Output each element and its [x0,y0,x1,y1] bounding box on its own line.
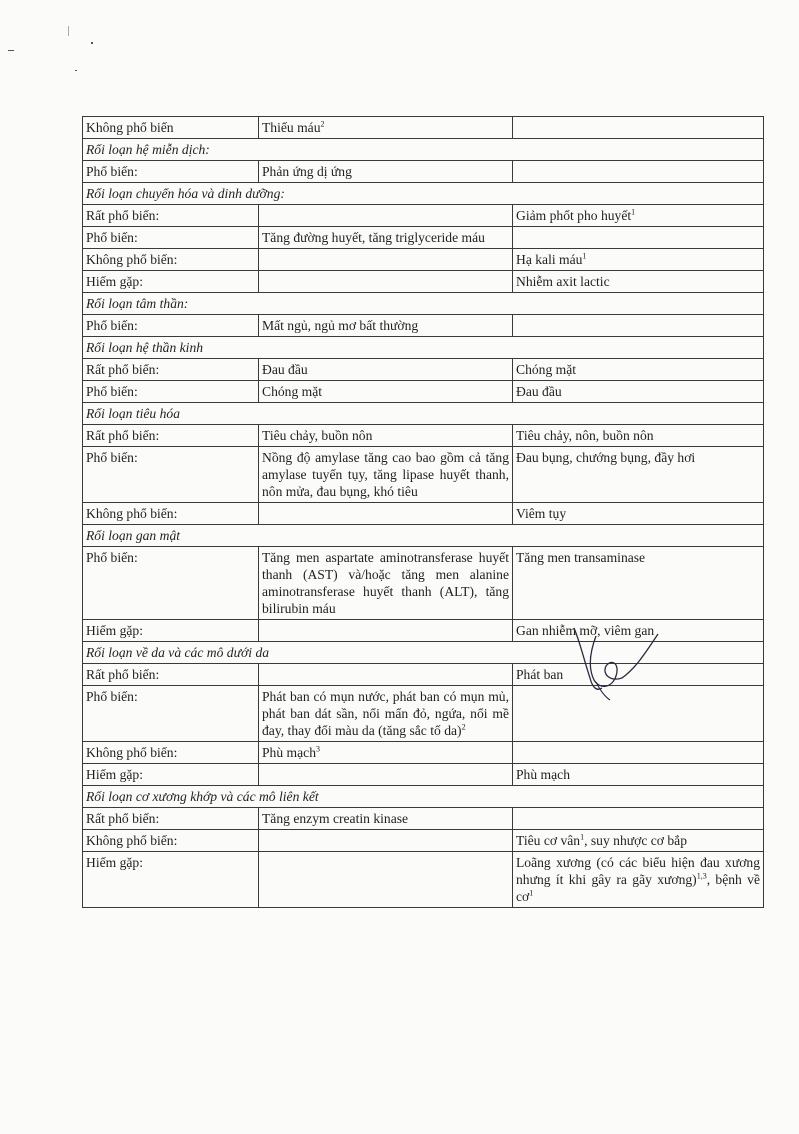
reaction-cell-col3 [513,271,764,293]
category-title: Rối loạn cơ xương khớp và các mô liên kết [86,789,319,804]
cell-text-tail: , suy nhược cơ bắp [584,833,688,848]
cell-text: Phù mạch [516,767,570,782]
category-row [83,293,764,315]
category-row [83,183,764,205]
reaction-cell-col2 [259,686,513,742]
scan-mark [8,50,14,51]
reaction-cell-col2 [259,830,513,852]
cell-text: Phát ban [516,667,564,682]
cell-text: Tiêu cơ vân [516,833,581,848]
scan-mark [91,42,93,44]
category-row [83,337,764,359]
frequency-label: Không phổ biến: [86,252,178,267]
reaction-cell-col2 [259,852,513,908]
frequency-cell [83,742,259,764]
reaction-cell-col2 [259,249,513,271]
reaction-cell-col3 [513,764,764,786]
category-title: Rối loạn hệ thần kinh [86,340,204,355]
category-row [83,139,764,161]
cell-text: Thiếu máu [262,120,321,135]
reaction-cell-col2 [259,117,513,139]
superscript-ref: 2 [320,119,325,129]
scan-mark [75,70,77,71]
reaction-cell-col2 [259,227,513,249]
cell-text: Đau bụng, chướng bụng, đầy hơi [516,450,696,465]
category-title: Rối loạn tâm thần: [86,296,189,311]
table-row [83,764,764,786]
reaction-cell-col3 [513,315,764,337]
superscript-ref: 1 [631,207,636,217]
table-row [83,830,764,852]
scan-mark [68,26,69,36]
table-row [83,381,764,403]
cell-text: Loãng xương (có các biểu hiện đau xương nhưng ít khi gây ra gãy xương) [516,855,760,887]
frequency-label: Hiếm gặp: [86,274,144,289]
reaction-cell-col3 [513,359,764,381]
reaction-cell-col3 [513,161,764,183]
reaction-cell-col2 [259,315,513,337]
category-row [83,786,764,808]
table-row [83,315,764,337]
frequency-cell [83,808,259,830]
table-row [83,852,764,908]
cell-text: Đau đầu [262,362,308,377]
reaction-cell-col3 [513,249,764,271]
superscript-ref: 1,3 [696,871,707,881]
table-row [83,447,764,503]
frequency-label: Phổ biến: [86,384,138,399]
frequency-cell [83,686,259,742]
superscript-ref: 1 [582,251,587,261]
frequency-cell [83,161,259,183]
cell-text: Tiêu chảy, nôn, buồn nôn [516,428,654,443]
category-cell [83,139,764,161]
table-body [83,117,764,908]
frequency-label: Không phổ biến: [86,833,178,848]
reaction-cell-col3 [513,547,764,620]
frequency-label: Phổ biến: [86,318,138,333]
category-title: Rối loạn tiêu hóa [86,406,181,421]
category-title: Rối loạn hệ miễn dịch: [86,142,210,157]
category-cell [83,183,764,205]
frequency-cell [83,227,259,249]
category-title: Rối loạn về da và các mô dưới da [86,645,270,660]
frequency-cell [83,447,259,503]
cell-text: Tăng enzym creatin kinase [262,811,409,826]
category-cell [83,403,764,425]
frequency-cell [83,271,259,293]
reaction-cell-col2 [259,764,513,786]
frequency-label: Phổ biến: [86,689,138,704]
table-row [83,359,764,381]
reaction-cell-col2 [259,447,513,503]
frequency-cell [83,503,259,525]
cell-text: Hạ kali máu [516,252,583,267]
frequency-cell [83,249,259,271]
frequency-cell [83,852,259,908]
frequency-label: Không phổ biến: [86,745,178,760]
reaction-cell-col3 [513,852,764,908]
table-row [83,503,764,525]
cell-text: Tăng đường huyết, tăng triglyceride máu [262,230,485,245]
category-title: Rối loạn chuyển hóa và dinh dưỡng: [86,186,285,201]
table-row [83,271,764,293]
reaction-cell-col3 [513,425,764,447]
reaction-cell-col3 [513,447,764,503]
frequency-label: Phổ biến: [86,230,138,245]
reaction-cell-col2 [259,205,513,227]
frequency-label: Hiếm gặp: [86,623,144,638]
adverse-reactions-table [82,116,764,908]
table-row [83,205,764,227]
frequency-label: Không phổ biến: [86,506,178,521]
cell-text: Tăng men aspartate aminotransferase huyết thanh (AST) và/hoặc tăng men alanine aminotransferase huyết thanh (ALT), tăng bilirubin máu [262,550,509,616]
cell-text: Phát ban có mụn nước, phát ban có mụn mủ, phát ban dát sần, nổi mẩn đỏ, ngứa, nổi mề đay, thay đổi màu da (tăng sắc tố da) [262,689,509,738]
table-row [83,117,764,139]
reaction-cell-col2 [259,381,513,403]
reaction-cell-col2 [259,664,513,686]
reaction-cell-col2 [259,808,513,830]
superscript-ref: 1 [529,888,534,898]
frequency-cell [83,117,259,139]
table-row [83,425,764,447]
reaction-cell-col2 [259,359,513,381]
frequency-label: Rất phổ biến: [86,667,160,682]
superscript-ref: 1 [580,832,585,842]
frequency-label: Phổ biến: [86,164,138,179]
signature-mark [566,622,662,702]
cell-text: Tiêu chảy, buồn nôn [262,428,373,443]
cell-text-tail: , bệnh về cơ [516,872,760,904]
cell-text: Gan nhiễm mỡ, viêm gan [516,623,655,638]
category-cell [83,293,764,315]
category-row [83,403,764,425]
table-row [83,808,764,830]
frequency-cell [83,620,259,642]
frequency-label: Hiếm gặp: [86,855,144,870]
category-title: Rối loạn gan mật [86,528,181,543]
frequency-cell [83,381,259,403]
reaction-cell-col3 [513,830,764,852]
cell-text: Chóng mặt [516,362,577,377]
cell-text: Mất ngủ, ngủ mơ bất thường [262,318,419,333]
frequency-cell [83,664,259,686]
frequency-label: Rất phổ biến: [86,362,160,377]
category-cell [83,786,764,808]
cell-text: Đau đầu [516,384,562,399]
reaction-cell-col3 [513,117,764,139]
table-row [83,227,764,249]
reaction-cell-col3 [513,205,764,227]
reaction-cell-col2 [259,742,513,764]
cell-text: Nhiễm axit lactic [516,274,610,289]
cell-text: Nồng độ amylase tăng cao bao gồm cả tăng amylase tuyến tụy, tăng lipase huyết thanh, nôn mửa, đau bụng, khó tiêu [262,450,509,499]
cell-text: Tăng men transaminase [516,550,646,565]
frequency-cell [83,359,259,381]
reaction-cell-col3 [513,742,764,764]
superscript-ref: 3 [316,744,320,754]
table-row [83,161,764,183]
cell-text: Phản ứng dị ứng [262,164,352,179]
cell-text: Giảm phốt pho huyết [516,208,632,223]
frequency-label: Rất phổ biến: [86,428,160,443]
frequency-label: Phổ biến: [86,450,138,465]
table-row [83,742,764,764]
reaction-cell-col2 [259,620,513,642]
category-cell [83,337,764,359]
reaction-cell-col2 [259,503,513,525]
frequency-cell [83,830,259,852]
category-row [83,525,764,547]
frequency-cell [83,315,259,337]
reaction-cell-col2 [259,271,513,293]
cell-text: Viêm tụy [516,506,567,521]
category-cell [83,525,764,547]
table-row [83,249,764,271]
reaction-cell-col2 [259,547,513,620]
frequency-cell [83,764,259,786]
reaction-cell-col2 [259,161,513,183]
superscript-ref: 2 [461,722,466,732]
frequency-cell [83,547,259,620]
reaction-cell-col3 [513,808,764,830]
reaction-cell-col3 [513,227,764,249]
frequency-cell [83,205,259,227]
reaction-cell-col3 [513,381,764,403]
table-row [83,547,764,620]
frequency-label: Không phổ biến [86,120,174,135]
reaction-cell-col3 [513,503,764,525]
frequency-label: Hiếm gặp: [86,767,144,782]
frequency-cell [83,425,259,447]
frequency-label: Rất phổ biến: [86,208,160,223]
frequency-label: Phổ biến: [86,550,138,565]
reaction-cell-col2 [259,425,513,447]
cell-text: Phù mạch [262,745,316,760]
cell-text: Chóng mặt [262,384,323,399]
frequency-label: Rất phổ biến: [86,811,160,826]
